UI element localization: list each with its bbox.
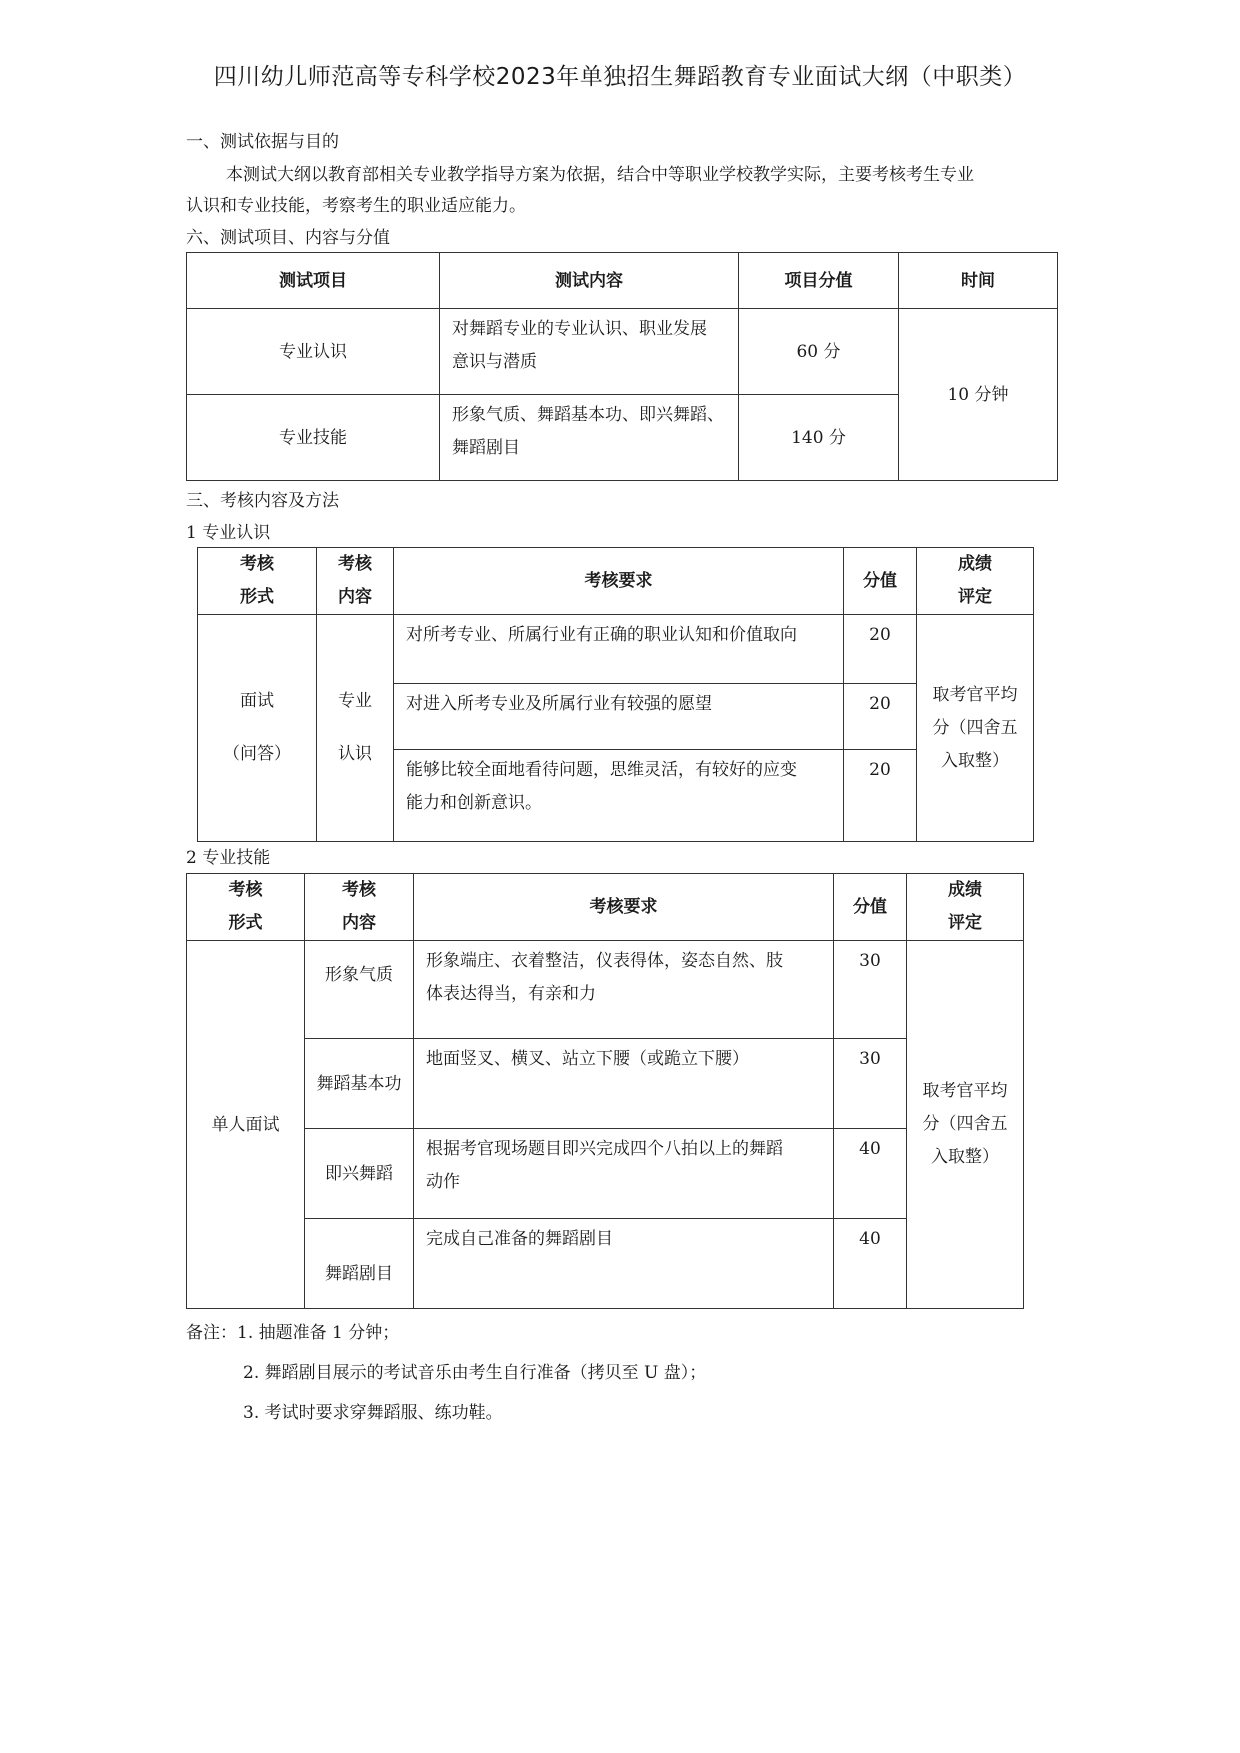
sub2-label: 2 专业技能 xyxy=(186,848,271,868)
exam-form-cell: 单人面试 xyxy=(187,941,305,1309)
grading-line: 分（四舍五 xyxy=(922,1114,1008,1134)
header-score: 分值 xyxy=(834,874,907,941)
requirement-cell xyxy=(394,684,844,750)
grading-cell xyxy=(917,615,1034,842)
time-cell: 10 分钟 xyxy=(899,309,1058,481)
header-line: 考核 xyxy=(342,880,376,900)
requirement-line: 对所考专业、所属行业有正确的职业认知和价值取向 xyxy=(406,625,797,645)
header-exam-form xyxy=(198,548,317,615)
header-line: 评定 xyxy=(958,587,992,607)
requirement-cell xyxy=(394,750,844,842)
notes-prefix: 备注： xyxy=(186,1323,237,1343)
grading-line: 分（四舍五 xyxy=(932,717,1018,738)
header-line: 成绩 xyxy=(958,554,992,574)
item-cell: 专业认识 xyxy=(187,309,440,395)
section1-paragraph-line1: 本测试大纲以教育部相关专业教学指导方案为依据，结合中等职业学校教学实际，主要考核考生专业 xyxy=(226,165,974,185)
header-line: 内容 xyxy=(342,913,376,933)
content-line: 对舞蹈专业的专业认识、职业发展 xyxy=(452,319,707,339)
exam-content-cell: 形象气质 xyxy=(305,941,414,1039)
score-cell: 60 分 xyxy=(739,309,899,395)
header-line: 评定 xyxy=(948,913,982,933)
requirement-line: 能够比较全面地看待问题，思维灵活，有较好的应变 xyxy=(406,760,797,780)
exam-content-cell: 舞蹈基本功 xyxy=(305,1039,414,1129)
form-line: 面试 xyxy=(240,691,274,711)
header-line: 考核 xyxy=(240,554,274,574)
requirement-line: 体表达得当，有亲和力 xyxy=(426,984,596,1004)
requirement-cell xyxy=(414,941,834,1039)
section1-paragraph-line2: 认识和专业技能，考察考生的职业适应能力。 xyxy=(186,196,526,216)
header-test-item: 测试项目 xyxy=(187,253,440,309)
test-items-table xyxy=(186,252,1058,481)
score-cell: 30 xyxy=(834,941,907,1039)
requirement-cell xyxy=(414,1039,834,1129)
requirement-cell xyxy=(394,615,844,684)
item-cell: 专业技能 xyxy=(187,395,440,481)
requirement-cell xyxy=(414,1219,834,1309)
requirement-line: 完成自己准备的舞蹈剧目 xyxy=(426,1229,613,1249)
notes-line-1 xyxy=(186,1320,399,1346)
content-line: 认识 xyxy=(338,744,372,764)
exam-content-cell: 即兴舞蹈 xyxy=(305,1129,414,1219)
header-line: 考核 xyxy=(228,880,263,900)
score-cell: 20 xyxy=(844,750,917,842)
header-item-score: 项目分值 xyxy=(739,253,899,309)
header-exam-content xyxy=(317,548,394,615)
sub1-label: 1 专业认识 xyxy=(186,523,271,543)
header-exam-form xyxy=(187,874,305,941)
requirement-line: 根据考官现场题目即兴完成四个八拍以上的舞蹈 xyxy=(426,1139,783,1159)
form-line: （问答） xyxy=(223,744,291,764)
header-line: 形式 xyxy=(240,587,274,607)
header-grading xyxy=(907,874,1024,941)
page-title: 四川幼儿师范高等专科学校2023年单独招生舞蹈教育专业面试大纲（中职类） xyxy=(213,64,1027,90)
exam-content-cell: 舞蹈剧目 xyxy=(305,1219,414,1309)
content-line: 专业 xyxy=(338,691,372,711)
section2-heading: 六、测试项目、内容与分值 xyxy=(186,228,390,248)
professional-skills-table xyxy=(186,873,1024,1309)
requirement-line: 形象端庄、衣着整洁，仪表得体，姿态自然、肢 xyxy=(426,951,783,971)
content-line: 舞蹈剧目 xyxy=(452,438,520,458)
header-exam-requirement: 考核要求 xyxy=(414,874,834,941)
section1-heading: 一、测试依据与目的 xyxy=(186,132,339,152)
note-item: 2. 舞蹈剧目展示的考试音乐由考生自行准备（拷贝至 U 盘）； xyxy=(243,1363,707,1383)
header-line: 考核 xyxy=(338,554,372,574)
content-line: 形象气质、舞蹈基本功、即兴舞蹈、 xyxy=(452,405,724,425)
header-score: 分值 xyxy=(844,548,917,615)
header-exam-content xyxy=(305,874,414,941)
score-cell: 40 xyxy=(834,1129,907,1219)
grading-line: 入取整） xyxy=(941,750,1009,771)
score-cell: 20 xyxy=(844,615,917,684)
requirement-line: 地面竖叉、横叉、站立下腰（或跪立下腰） xyxy=(426,1049,749,1069)
requirement-line: 动作 xyxy=(426,1172,460,1192)
header-line: 内容 xyxy=(338,587,372,607)
content-cell xyxy=(440,309,739,395)
grading-line: 取考官平均 xyxy=(932,684,1018,705)
requirement-line: 能力和创新意识。 xyxy=(406,793,542,813)
header-line: 成绩 xyxy=(948,880,982,900)
score-cell: 30 xyxy=(834,1039,907,1129)
score-cell: 140 分 xyxy=(739,395,899,481)
exam-content-cell xyxy=(317,615,394,842)
requirement-cell xyxy=(414,1129,834,1219)
content-cell xyxy=(440,395,739,481)
exam-form-cell xyxy=(198,615,317,842)
note-item: 1. 抽题准备 1 分钟； xyxy=(237,1323,400,1343)
score-cell: 20 xyxy=(844,684,917,750)
grading-line: 入取整） xyxy=(931,1147,999,1167)
header-grading xyxy=(917,548,1034,615)
header-time: 时间 xyxy=(899,253,1058,309)
section3-heading: 三、考核内容及方法 xyxy=(186,491,339,511)
grading-cell xyxy=(907,941,1024,1309)
score-cell: 40 xyxy=(834,1219,907,1309)
header-exam-requirement: 考核要求 xyxy=(394,548,844,615)
requirement-line: 对进入所考专业及所属行业有较强的愿望 xyxy=(406,694,712,714)
note-item: 3. 考试时要求穿舞蹈服、练功鞋。 xyxy=(243,1403,503,1423)
professional-knowledge-table xyxy=(197,547,1034,842)
content-line: 意识与潜质 xyxy=(452,352,537,372)
grading-line: 取考官平均 xyxy=(922,1081,1008,1101)
header-test-content: 测试内容 xyxy=(440,253,739,309)
header-line: 形式 xyxy=(228,913,263,933)
